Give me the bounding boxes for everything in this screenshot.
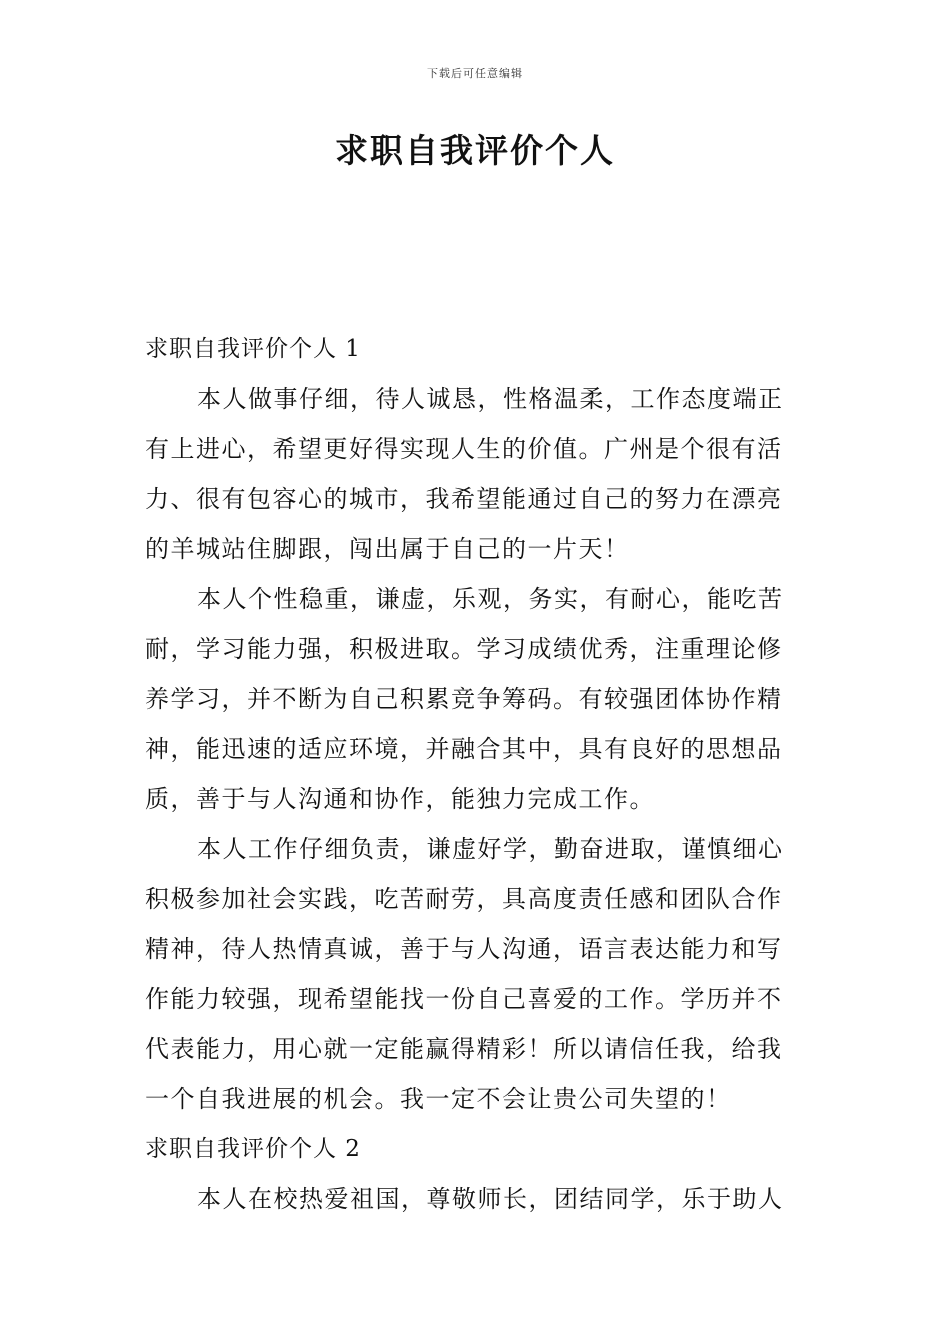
text-line: 一个自我进展的机会。我一定不会让贵公司失望的！ [145, 1085, 732, 1113]
text-line: 积极参加社会实践，吃苦耐劳，具高度责任感和团队合作 [145, 885, 783, 913]
text-line: 代表能力，用心就一定能赢得精彩！所以请信任我，给我 [145, 1035, 783, 1063]
paragraph-1 [145, 374, 805, 574]
paragraph-2 [145, 574, 805, 824]
text-line: 耐，学习能力强，积极进取。学习成绩优秀，注重理论修 [145, 635, 783, 663]
text-line: 质，善于与人沟通和协作，能独力完成工作。 [145, 785, 655, 813]
section-heading-1: 求职自我评价个人 1 [145, 336, 361, 362]
text-line: 有上进心，希望更好得实现人生的价值。广州是个很有活 [145, 435, 783, 463]
document-body [145, 324, 805, 1224]
text-line: 本人在校热爱祖国，尊敬师长，团结同学，乐于助人 [197, 1185, 784, 1213]
text-line: 养学习，并不断为自己积累竞争筹码。有较强团体协作精 [145, 685, 783, 713]
text-line: 的羊城站住脚跟，闯出属于自己的一片天！ [145, 535, 630, 563]
document-title: 求职自我评价个人 [335, 131, 615, 170]
paragraph-3 [145, 824, 805, 1124]
text-line: 作能力较强，现希望能找一份自己喜爱的工作。学历并不 [145, 985, 783, 1013]
text-line: 本人工作仔细负责，谦虚好学，勤奋进取，谨慎细心 [197, 835, 784, 863]
text-line: 神，能迅速的适应环境，并融合其中，具有良好的思想品 [145, 735, 783, 763]
text-line: 本人做事仔细，待人诚恳，性格温柔，工作态度端正 [197, 385, 784, 413]
section-heading-2: 求职自我评价个人 2 [145, 1136, 361, 1162]
paragraph-4 [145, 1174, 805, 1224]
text-line: 本人个性稳重，谦虚，乐观，务实，有耐心，能吃苦 [197, 585, 784, 613]
text-line: 力、很有包容心的城市，我希望能通过自己的努力在漂亮 [145, 485, 783, 513]
header-note: 下载后可任意编辑 [427, 67, 523, 80]
text-line: 精神，待人热情真诚，善于与人沟通，语言表达能力和写 [145, 935, 783, 963]
